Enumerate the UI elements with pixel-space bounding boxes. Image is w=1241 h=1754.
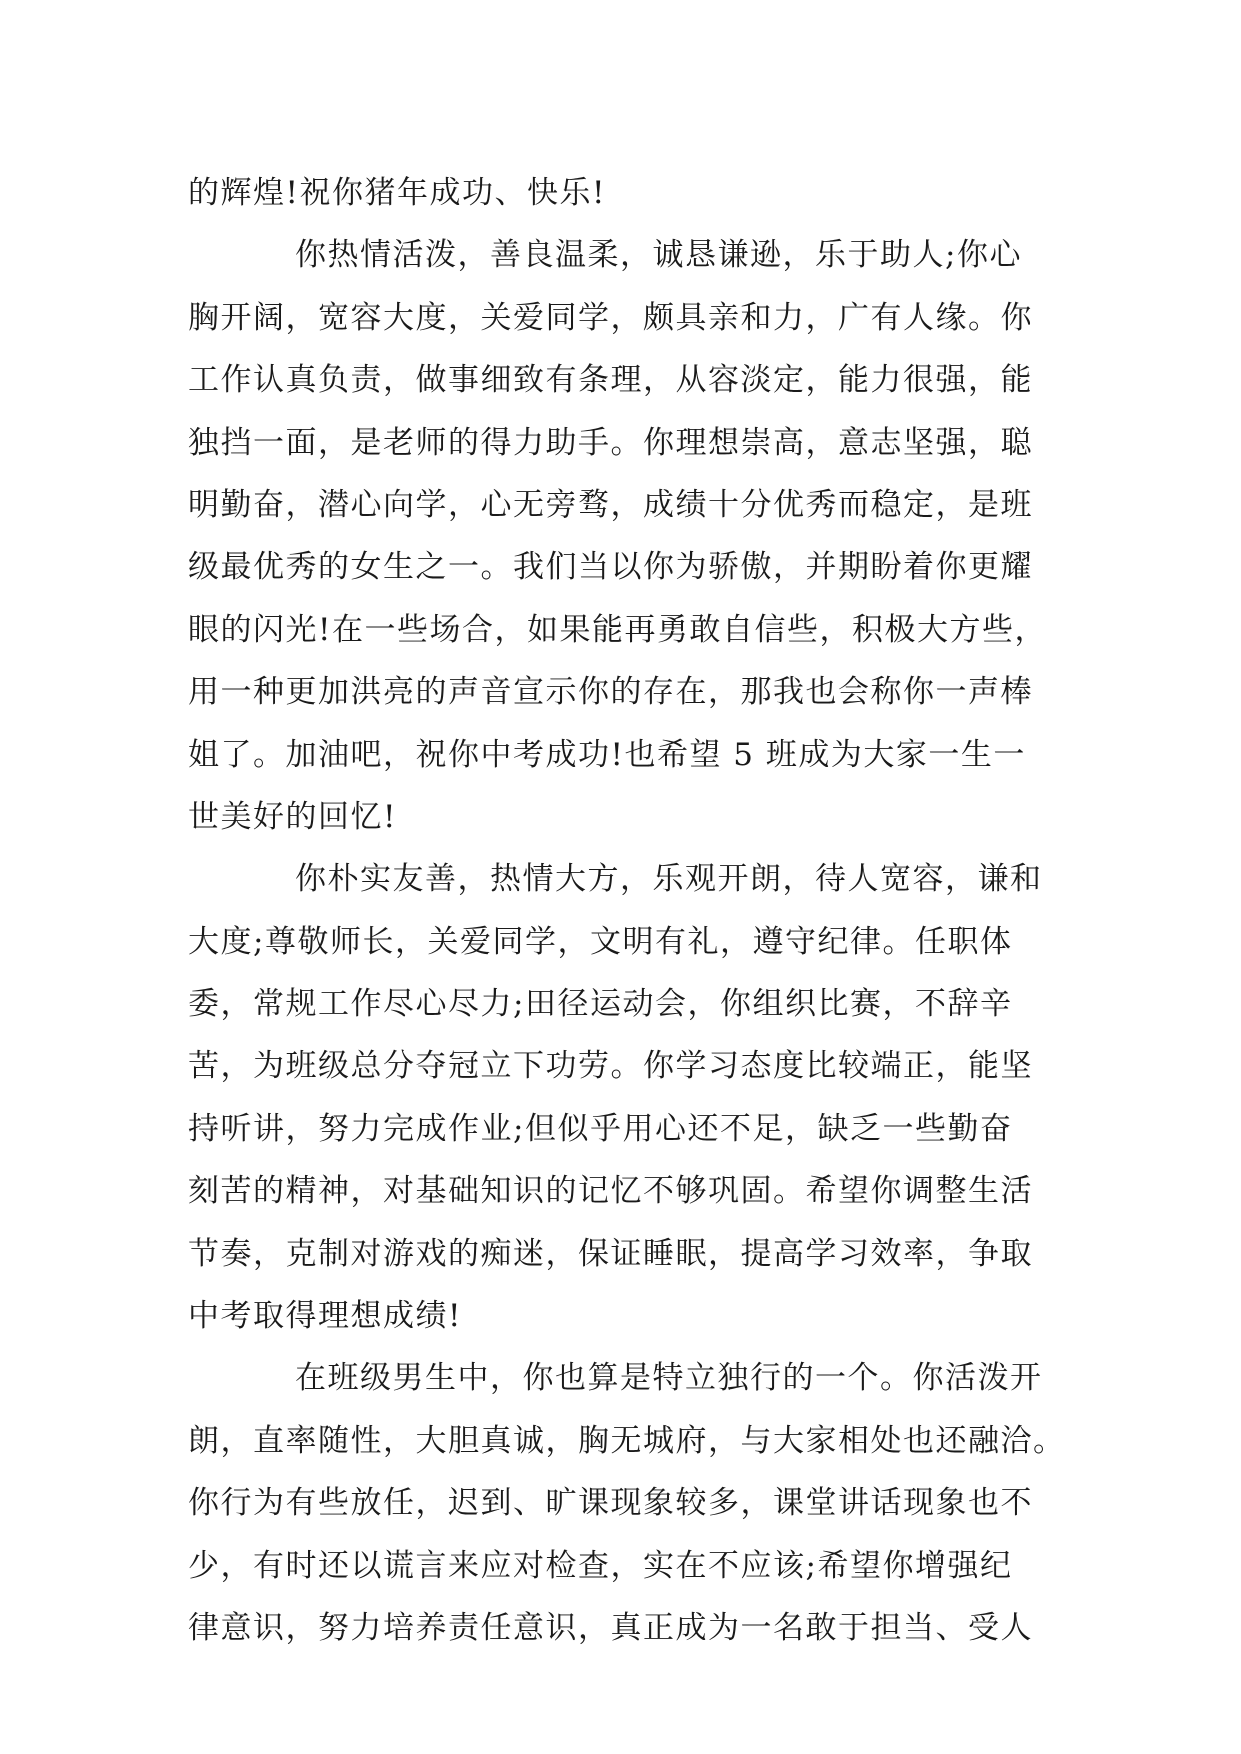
text-line: 刻苦的精神，对基础知识的记忆不够巩固。希望你调整生活 [188,1173,1033,1210]
text-line: 大度;尊敬师长，关爱同学，文明有礼，遵守纪律。任职体 [188,923,1013,960]
text-line: 用一种更加洪亮的声音宣示你的存在，那我也会称你一声棒 [188,674,1033,711]
text-line: 胸开阔，宽容大度，关爱同学，颇具亲和力，广有人缘。你 [188,299,1033,336]
text-line: 姐了。加油吧，祝你中考成功!也希望 5 班成为大家一生一 [188,736,1026,773]
text-line: 工作认真负责，做事细致有条理，从容淡定，能力很强，能 [188,362,1033,399]
text-line: 节奏，克制对游戏的痴迷，保证睡眠，提高学习效率，争取 [188,1235,1033,1272]
text-line: 明勤奋，潜心向学，心无旁骛，成绩十分优秀而稳定，是班 [188,486,1033,523]
text-line: 中考取得理想成绩! [188,1298,462,1335]
text-line: 律意识，努力培养责任意识，真正成为一名敢于担当、受人 [188,1609,1033,1646]
text-line: 你热情活泼，善良温柔，诚恳谦逊，乐于助人;你心 [295,237,1022,274]
text-line: 眼的闪光!在一些场合，如果能再勇敢自信些，积极大方些， [188,611,1047,648]
text-line: 苦，为班级总分夺冠立下功劳。你学习态度比较端正，能坚 [188,1048,1033,1085]
text-line: 独挡一面，是老师的得力助手。你理想崇高，意志坚强，聪 [188,424,1033,461]
document-body [188,162,1066,1659]
text-line: 在班级男生中，你也算是特立独行的一个。你活泼开 [295,1360,1043,1397]
text-line: 持听讲，努力完成作业;但似乎用心还不足，缺乏一些勤奋 [188,1110,1013,1147]
text-line: 少，有时还以谎言来应对检查，实在不应该;希望你增强纪 [188,1547,1013,1584]
text-line: 世美好的回忆! [188,798,397,835]
text-line: 级最优秀的女生之一。我们当以你为骄傲，并期盼着你更耀 [188,549,1033,586]
text-line: 委，常规工作尽心尽力;田径运动会，你组织比赛，不辞辛 [188,986,1013,1023]
text-line: 朗，直率随性，大胆真诚，胸无城府，与大家相处也还融洽。 [188,1422,1066,1459]
text-line: 你朴实友善，热情大方，乐观开朗，待人宽容，谦和 [295,861,1043,898]
text-line: 你行为有些放任，迟到、旷课现象较多，课堂讲话现象也不 [188,1485,1033,1522]
text-line: 的辉煌!祝你猪年成功、快乐! [188,175,606,211]
